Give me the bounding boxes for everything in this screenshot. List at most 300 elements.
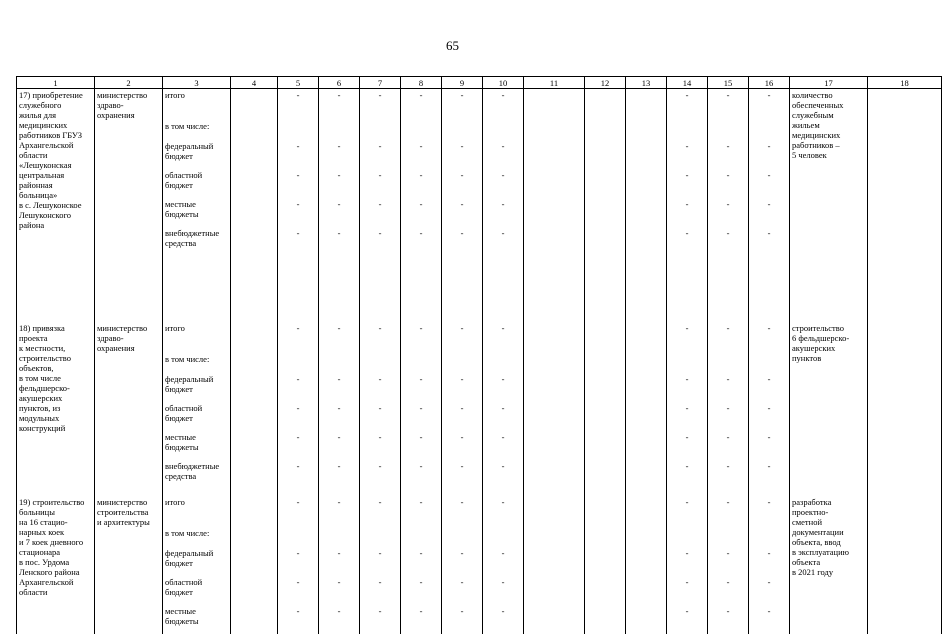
column-number-4: 4: [231, 77, 278, 89]
expected-result-line: 5 человек: [792, 150, 827, 160]
empty-cell: [231, 353, 278, 373]
expected-result-line: пунктов: [792, 352, 822, 363]
value-col-12: [585, 431, 626, 460]
empty-cell: [401, 353, 442, 373]
dash-cell: -: [749, 373, 790, 402]
empty-cell: [231, 120, 278, 140]
dash-cell: -: [278, 373, 319, 402]
expected-result-line: работников –: [792, 140, 840, 150]
total-value: [231, 605, 278, 634]
dash-cell: -: [278, 89, 319, 120]
dash-cell: -: [278, 169, 319, 198]
dash-cell: -: [401, 198, 442, 227]
column-number-5: 5: [278, 77, 319, 89]
total-value: [231, 89, 278, 120]
funding-source-line: бюджет: [165, 557, 193, 568]
dash-cell: -: [708, 169, 749, 198]
measure-name-line: строительство: [19, 352, 71, 363]
expected-result-line: медицинских: [792, 130, 841, 140]
value-col-11: [524, 576, 585, 605]
measure-name-line: области: [19, 150, 48, 160]
value-col-13: [626, 198, 667, 227]
expected-result-line: обеспеченных: [792, 100, 844, 110]
column-number-3: 3: [163, 77, 231, 89]
value-col-12: [585, 605, 626, 634]
total-value: [231, 460, 278, 496]
measure-name-line: Архангельской: [19, 140, 74, 150]
dash-cell: -: [442, 496, 483, 527]
value-col-12: [585, 373, 626, 402]
funding-source: [163, 605, 231, 634]
value-col-12: [585, 89, 626, 120]
column-number-6: 6: [319, 77, 360, 89]
dash-cell: -: [360, 496, 401, 527]
empty-cell: [319, 120, 360, 140]
dash-cell: -: [749, 431, 790, 460]
value-col-12: [585, 322, 626, 353]
column-number-row: [17, 77, 942, 89]
dash-cell: -: [442, 89, 483, 120]
dash-cell: -: [278, 431, 319, 460]
funding-source-line: в том числе:: [165, 120, 210, 131]
column-number-9: 9: [442, 77, 483, 89]
value-col-11: [524, 169, 585, 198]
value-col-11: [524, 373, 585, 402]
funding-source: [163, 120, 231, 140]
dash-cell: -: [708, 496, 749, 527]
funding-source-line: средства: [165, 470, 197, 481]
value-col-13: [626, 402, 667, 431]
empty-cell: [483, 120, 524, 140]
funding-source: [163, 353, 231, 373]
dash-cell: -: [749, 605, 790, 634]
funding-source: [163, 227, 231, 322]
dash-cell: -: [401, 576, 442, 605]
empty-cell: [667, 120, 708, 140]
dash-cell: -: [667, 547, 708, 576]
empty-cell: [626, 120, 667, 140]
dash-cell: -: [667, 227, 708, 322]
measure-name-line: фельдшерско-: [19, 382, 70, 393]
executor-line: здраво-: [97, 100, 124, 110]
funding-source: [163, 547, 231, 576]
empty-cell: [442, 527, 483, 547]
dash-cell: -: [483, 431, 524, 460]
dash-cell: -: [749, 89, 790, 120]
dash-cell: -: [749, 460, 790, 496]
total-value: [231, 547, 278, 576]
dash-cell: -: [319, 431, 360, 460]
measure-name-line: стационара: [19, 546, 61, 557]
value-col-13: [626, 547, 667, 576]
dash-cell: -: [483, 227, 524, 322]
dash-cell: -: [360, 140, 401, 169]
empty-cell: [442, 120, 483, 140]
dash-cell: -: [442, 547, 483, 576]
dash-cell: -: [667, 460, 708, 496]
measure-name-line: акушерских: [19, 392, 63, 403]
dash-cell: -: [667, 89, 708, 120]
funding-source: [163, 89, 231, 120]
expected-result-line: объекта: [792, 556, 821, 567]
funding-source-line: федеральный: [165, 373, 214, 384]
funding-source: [163, 373, 231, 402]
dash-cell: -: [708, 402, 749, 431]
executor-line: охранения: [97, 342, 135, 353]
table-row: [17, 496, 942, 527]
funding-source-line: областной: [165, 402, 203, 413]
column-number-16: 16: [749, 77, 790, 89]
empty-cell: [360, 120, 401, 140]
executor-line: охранения: [97, 110, 135, 120]
dash-cell: -: [319, 198, 360, 227]
table-row: [17, 89, 942, 120]
dash-cell: -: [278, 227, 319, 322]
dash-cell: -: [483, 547, 524, 576]
dash-cell: -: [319, 227, 360, 322]
dash-cell: -: [319, 605, 360, 634]
funding-source-line: в том числе:: [165, 527, 210, 538]
dash-cell: -: [319, 496, 360, 527]
empty-cell: [524, 353, 585, 373]
expected-result-line: строительство: [792, 322, 844, 333]
measure-name: [17, 322, 95, 496]
measure-name-line: районная: [19, 180, 53, 190]
column-number-13: 13: [626, 77, 667, 89]
value-col-13: [626, 373, 667, 402]
column-18-cell: [868, 322, 942, 496]
dash-cell: -: [708, 605, 749, 634]
funding-source: [163, 140, 231, 169]
dash-cell: -: [749, 227, 790, 322]
dash-cell: -: [360, 605, 401, 634]
dash-cell: -: [360, 169, 401, 198]
measure-name-line: в с. Лешуконское: [19, 200, 82, 210]
dash-cell: -: [319, 402, 360, 431]
funding-source-line: итого: [165, 90, 185, 100]
dash-cell: -: [442, 402, 483, 431]
measure-name-line: медицинских: [19, 120, 68, 130]
dash-cell: -: [360, 402, 401, 431]
measure-name-line: проекта: [19, 332, 48, 343]
value-col-13: [626, 496, 667, 527]
expected-result-line: количество: [792, 90, 833, 100]
dash-cell: -: [360, 89, 401, 120]
dash-cell: -: [360, 322, 401, 353]
column-18-cell: [868, 496, 942, 634]
measure-name-line: в том числе: [19, 372, 61, 383]
column-number-18: 18: [868, 77, 942, 89]
total-value: [231, 496, 278, 527]
value-col-11: [524, 496, 585, 527]
value-col-11: [524, 89, 585, 120]
dash-cell: -: [319, 547, 360, 576]
dash-cell: -: [360, 227, 401, 322]
total-value: [231, 373, 278, 402]
executor: [95, 322, 163, 496]
funding-source-line: федеральный: [165, 140, 214, 151]
value-col-11: [524, 605, 585, 634]
funding-source-line: бюджеты: [165, 441, 199, 452]
measure-name-line: района: [19, 220, 45, 230]
measure-name-line: и 7 коек дневного: [19, 536, 84, 547]
budget-table: [16, 76, 942, 634]
column-number-12: 12: [585, 77, 626, 89]
funding-source-line: бюджеты: [165, 208, 199, 219]
funding-source: [163, 402, 231, 431]
funding-source: [163, 496, 231, 527]
value-col-13: [626, 460, 667, 496]
column-number-8: 8: [401, 77, 442, 89]
funding-source-line: итого: [165, 322, 185, 333]
expected-result-line: акушерских: [792, 342, 836, 353]
column-number-7: 7: [360, 77, 401, 89]
dash-cell: -: [319, 322, 360, 353]
executor-line: министерство: [97, 496, 148, 507]
dash-cell: -: [442, 460, 483, 496]
funding-source-line: местные: [165, 198, 196, 209]
executor-line: здраво-: [97, 332, 124, 343]
value-col-13: [626, 322, 667, 353]
value-col-13: [626, 576, 667, 605]
empty-cell: [360, 353, 401, 373]
funding-source: [163, 527, 231, 547]
dash-cell: -: [401, 373, 442, 402]
funding-source-line: областной: [165, 576, 203, 587]
executor-line: и архитектуры: [97, 516, 150, 527]
measure-name-line: конструкций: [19, 422, 66, 433]
executor: [95, 89, 163, 322]
value-col-11: [524, 402, 585, 431]
empty-cell: [524, 527, 585, 547]
funding-source-line: средства: [165, 237, 197, 248]
funding-source: [163, 431, 231, 460]
dash-cell: -: [319, 460, 360, 496]
funding-source-line: бюджет: [165, 412, 193, 423]
dash-cell: -: [667, 576, 708, 605]
column-18-cell: [868, 89, 942, 322]
measure-name-line: Архангельской: [19, 576, 74, 587]
value-col-12: [585, 496, 626, 527]
value-col-12: [585, 198, 626, 227]
table-row: [17, 322, 942, 353]
empty-cell: [319, 527, 360, 547]
dash-cell: -: [278, 322, 319, 353]
expected-result-line: разработка: [792, 496, 832, 507]
dash-cell: -: [442, 576, 483, 605]
dash-cell: -: [708, 140, 749, 169]
empty-cell: [667, 353, 708, 373]
measure-name-line: Ленского района: [19, 566, 80, 577]
dash-cell: -: [708, 198, 749, 227]
funding-source-line: областной: [165, 169, 203, 180]
empty-cell: [585, 120, 626, 140]
dash-cell: -: [360, 198, 401, 227]
dash-cell: -: [749, 547, 790, 576]
dash-cell: -: [401, 605, 442, 634]
dash-cell: -: [442, 198, 483, 227]
value-col-12: [585, 402, 626, 431]
dash-cell: -: [749, 496, 790, 527]
expected-result-line: 6 фельдшерско-: [792, 332, 850, 343]
value-col-11: [524, 431, 585, 460]
dash-cell: -: [401, 431, 442, 460]
dash-cell: -: [401, 322, 442, 353]
dash-cell: -: [749, 169, 790, 198]
funding-source-line: итого: [165, 496, 185, 507]
value-col-13: [626, 431, 667, 460]
dash-cell: -: [442, 169, 483, 198]
dash-cell: -: [442, 373, 483, 402]
value-col-12: [585, 576, 626, 605]
dash-cell: -: [360, 460, 401, 496]
empty-cell: [708, 527, 749, 547]
dash-cell: -: [401, 169, 442, 198]
measure-name-line: области: [19, 586, 48, 597]
dash-cell: -: [667, 140, 708, 169]
dash-cell: -: [278, 576, 319, 605]
measure-name-line: 18) привязка: [19, 322, 65, 333]
dash-cell: -: [483, 460, 524, 496]
dash-cell: -: [360, 373, 401, 402]
dash-cell: -: [483, 605, 524, 634]
dash-cell: -: [483, 496, 524, 527]
measure-name-line: Лешуконского: [19, 210, 72, 220]
dash-cell: -: [278, 198, 319, 227]
dash-cell: -: [667, 402, 708, 431]
dash-cell: -: [319, 576, 360, 605]
funding-source-line: бюджет: [165, 383, 193, 394]
dash-cell: -: [749, 402, 790, 431]
value-col-11: [524, 198, 585, 227]
empty-cell: [667, 527, 708, 547]
executor-line: строительства: [97, 506, 149, 517]
dash-cell: -: [442, 605, 483, 634]
total-value: [231, 576, 278, 605]
dash-cell: -: [708, 460, 749, 496]
executor-line: министерство: [97, 322, 148, 333]
expected-result: [790, 322, 868, 496]
funding-source-line: в том числе:: [165, 353, 210, 364]
expected-result-line: в эксплуатацию: [792, 546, 849, 557]
funding-source-line: местные: [165, 605, 196, 616]
measure-name-line: 17) приобретение: [19, 90, 83, 100]
dash-cell: -: [483, 89, 524, 120]
value-col-12: [585, 140, 626, 169]
dash-cell: -: [749, 140, 790, 169]
value-col-11: [524, 460, 585, 496]
dash-cell: -: [319, 89, 360, 120]
dash-cell: -: [442, 140, 483, 169]
column-number-1: 1: [17, 77, 95, 89]
total-value: [231, 227, 278, 322]
measure-name-line: объектов,: [19, 362, 54, 373]
total-value: [231, 140, 278, 169]
expected-result-line: жильем: [792, 120, 820, 130]
empty-cell: [626, 527, 667, 547]
dash-cell: -: [483, 402, 524, 431]
empty-cell: [626, 353, 667, 373]
total-value: [231, 431, 278, 460]
column-number-11: 11: [524, 77, 585, 89]
dash-cell: -: [483, 322, 524, 353]
funding-source-line: бюджет: [165, 179, 193, 190]
dash-cell: -: [708, 227, 749, 322]
dash-cell: -: [442, 431, 483, 460]
dash-cell: -: [749, 322, 790, 353]
empty-cell: [360, 527, 401, 547]
column-number-2: 2: [95, 77, 163, 89]
funding-source-line: внебюджетные: [165, 460, 220, 471]
dash-cell: -: [667, 373, 708, 402]
dash-cell: -: [278, 140, 319, 169]
value-col-12: [585, 460, 626, 496]
measure-name-line: больница»: [19, 190, 58, 200]
dash-cell: -: [442, 322, 483, 353]
value-col-12: [585, 227, 626, 322]
total-value: [231, 402, 278, 431]
empty-cell: [278, 527, 319, 547]
expected-result-line: служебным: [792, 110, 834, 120]
measure-name-line: работников ГБУЗ: [19, 130, 83, 140]
dash-cell: -: [749, 576, 790, 605]
total-value: [231, 198, 278, 227]
funding-source: [163, 576, 231, 605]
funding-source: [163, 198, 231, 227]
funding-source-line: местные: [165, 431, 196, 442]
measure-name-line: нарных коек: [19, 526, 65, 537]
measure-name-line: к местности,: [19, 342, 66, 353]
dash-cell: -: [319, 140, 360, 169]
funding-source-line: федеральный: [165, 547, 214, 558]
total-value: [231, 322, 278, 353]
measure-name-line: в пос. Урдома: [19, 556, 70, 567]
funding-source: [163, 322, 231, 353]
measure-name-line: пунктов, из: [19, 402, 61, 413]
measure-name-line: на 16 стацио-: [19, 516, 68, 527]
empty-cell: [585, 353, 626, 373]
dash-cell: -: [667, 605, 708, 634]
dash-cell: -: [667, 322, 708, 353]
measure-name-line: жилья для: [19, 110, 57, 120]
executor: [95, 496, 163, 634]
value-col-11: [524, 547, 585, 576]
funding-source-line: бюджет: [165, 586, 193, 597]
dash-cell: -: [708, 431, 749, 460]
dash-cell: -: [483, 373, 524, 402]
dash-cell: -: [401, 460, 442, 496]
column-number-14: 14: [667, 77, 708, 89]
expected-result: [790, 89, 868, 322]
dash-cell: -: [278, 460, 319, 496]
value-col-13: [626, 140, 667, 169]
dash-cell: -: [708, 373, 749, 402]
empty-cell: [708, 120, 749, 140]
funding-source-line: бюджет: [165, 150, 193, 161]
value-col-12: [585, 547, 626, 576]
empty-cell: [231, 527, 278, 547]
empty-cell: [401, 527, 442, 547]
measure-name-line: больницы: [19, 506, 55, 517]
empty-cell: [585, 527, 626, 547]
column-number-17: 17: [790, 77, 868, 89]
dash-cell: -: [360, 431, 401, 460]
dash-cell: -: [278, 547, 319, 576]
dash-cell: -: [667, 431, 708, 460]
expected-result-line: проектно-: [792, 506, 829, 517]
empty-cell: [749, 353, 790, 373]
empty-cell: [278, 353, 319, 373]
